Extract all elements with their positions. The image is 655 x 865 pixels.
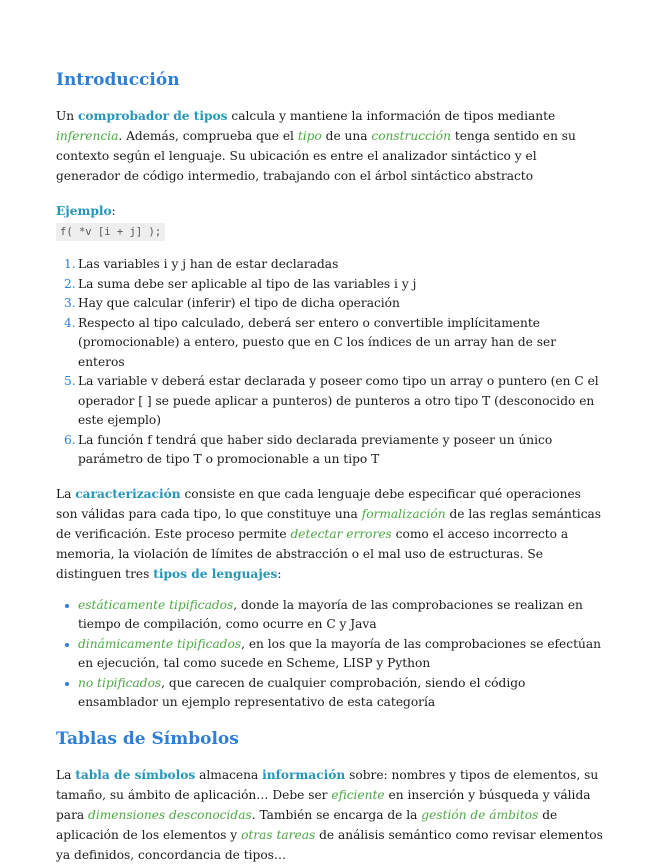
text-run: . Además, comprueba que el	[118, 129, 298, 143]
list-item-text: Respecto al tipo calculado, deberá ser entero o convertible implícitamente (promocionable) a entero, puesto que en C los índices de un array han de ser enteros	[78, 315, 557, 369]
term-inferencia: inferencia	[56, 129, 119, 143]
list-item	[56, 635, 604, 674]
term-dinamicamente-tipificados: dinámicamente tipificados	[78, 636, 242, 651]
list-item-text: La suma debe ser aplicable al tipo de las variables i y j	[78, 276, 417, 291]
list-number: 1.	[64, 257, 76, 271]
text-run: tenga sentido en su contexto según el lenguaje. Su ubicación es entre el analizador sintáctico y el generador de código intermedio, trabajando con el árbol sintáctico abstracto	[56, 129, 576, 183]
bullet-dot	[65, 604, 69, 608]
text-run: almacena	[195, 767, 263, 782]
text-run: como el acceso incorrecto a memoria, la violación de límites de abstracción o el mal uso de estructuras. Se distinguen tres	[56, 526, 569, 581]
text-run: en inserción y búsqueda y válida para	[56, 787, 591, 822]
list-item	[56, 596, 604, 635]
list-item-text: Hay que calcular (inferir) el tipo de dicha operación	[78, 296, 400, 310]
term-estaticamente-tipificados: estáticamente tipificados	[78, 597, 234, 612]
list-item-text: La función f tendrá que haber sido declarada previamente y poseer un único parámetro de tipo T o promocionable a un tipo T	[78, 432, 553, 466]
list-item	[56, 294, 604, 314]
term-gestion-de-ambitos: gestión de ámbitos	[421, 807, 539, 822]
text-run: consiste en que cada lenguaje debe especificar qué operaciones son válidas para cada tipo, lo que constituye una	[56, 486, 581, 521]
term-tipos-de-lenguajes: tipos de lenguajes	[153, 566, 278, 581]
text-run: sobre: nombres y tipos de elementos, su tamaño, su ámbito de aplicación… Debe ser	[56, 767, 599, 802]
symbols-paragraph	[56, 765, 604, 865]
list-item	[56, 431, 604, 470]
list-number: 2.	[64, 276, 76, 291]
term-formalizacion: formalización	[361, 506, 446, 521]
section-title-introduccion: Introducción	[56, 70, 180, 90]
list-item-text: , donde la mayoría de las comprobaciones se realizan en tiempo de compilación, como ocurre en C y Java	[78, 597, 583, 631]
bullet-dot	[65, 643, 69, 647]
term-construccion: construcción	[371, 129, 451, 143]
list-item-text: , en los que la mayoría de las comprobaciones se efectúan en ejecución, tal como sucede en Scheme, LISP y Python	[78, 636, 601, 670]
term-informacion: información	[262, 767, 346, 782]
list-number: 5.	[64, 374, 76, 388]
term-tabla-de-simbolos: tabla de símbolos	[75, 767, 196, 782]
text-run: de análisis semántico como revisar elementos ya definidos, concordancia de tipos…	[56, 827, 603, 862]
intro-paragraph	[56, 106, 604, 186]
language-types-list	[56, 596, 604, 713]
text-run: Un	[56, 109, 78, 123]
steps-list	[56, 255, 604, 470]
example-label-line	[56, 202, 604, 220]
list-item	[56, 314, 604, 373]
term-dimensiones-desconocidas: dimensiones desconocidas	[88, 807, 252, 822]
text-run: :	[277, 566, 282, 581]
list-number: 4.	[64, 315, 76, 330]
text-run: . También se encarga de la	[251, 807, 422, 822]
text-run: de las reglas semánticas de verificación. Este proceso permite	[56, 506, 602, 541]
list-item	[56, 255, 604, 275]
example-label: Ejemplo	[56, 204, 112, 218]
term-no-tipificados: no tipificados	[78, 675, 162, 690]
term-comprobador-de-tipos: comprobador de tipos	[78, 109, 228, 123]
list-item	[56, 674, 604, 713]
section-title-tablas-de-simbolos: Tablas de Símbolos	[56, 728, 239, 749]
text-run: de una	[321, 129, 372, 143]
term-eficiente: eficiente	[331, 787, 385, 802]
text-run: La	[56, 486, 76, 501]
list-item	[56, 275, 604, 295]
list-number: 3.	[64, 296, 76, 310]
list-item-text: , que carecen de cualquier comprobación, siendo el código ensamblador un ejemplo representativo de esta categoría	[78, 675, 526, 709]
caracterizacion-paragraph	[56, 484, 604, 584]
list-item	[56, 372, 604, 431]
term-tipo: tipo	[297, 129, 322, 143]
text-run: La	[56, 767, 76, 782]
list-number: 6.	[64, 432, 76, 447]
term-otras-tareas: otras tareas	[241, 827, 316, 842]
term-detectar-errores: detectar errores	[290, 526, 392, 541]
document-page	[56, 68, 604, 865]
text-run: de aplicación de los elementos y	[56, 807, 558, 842]
bullet-dot	[65, 682, 69, 686]
example-colon: :	[111, 204, 116, 218]
example-block	[56, 202, 604, 241]
term-caracterizacion: caracterización	[75, 486, 181, 501]
list-item-text: La variable v deberá estar declarada y poseer como tipo un array o puntero (en C el operador [ ] se puede aplicar a punteros) de punteros a otro tipo T (desconocido en este ejemplo)	[78, 374, 599, 427]
list-item-text: Las variables i y j han de estar declaradas	[78, 257, 339, 271]
example-code: f( *v [i + j] );	[56, 223, 165, 241]
text-run: calcula y mantiene la información de tipos mediante	[227, 109, 556, 123]
